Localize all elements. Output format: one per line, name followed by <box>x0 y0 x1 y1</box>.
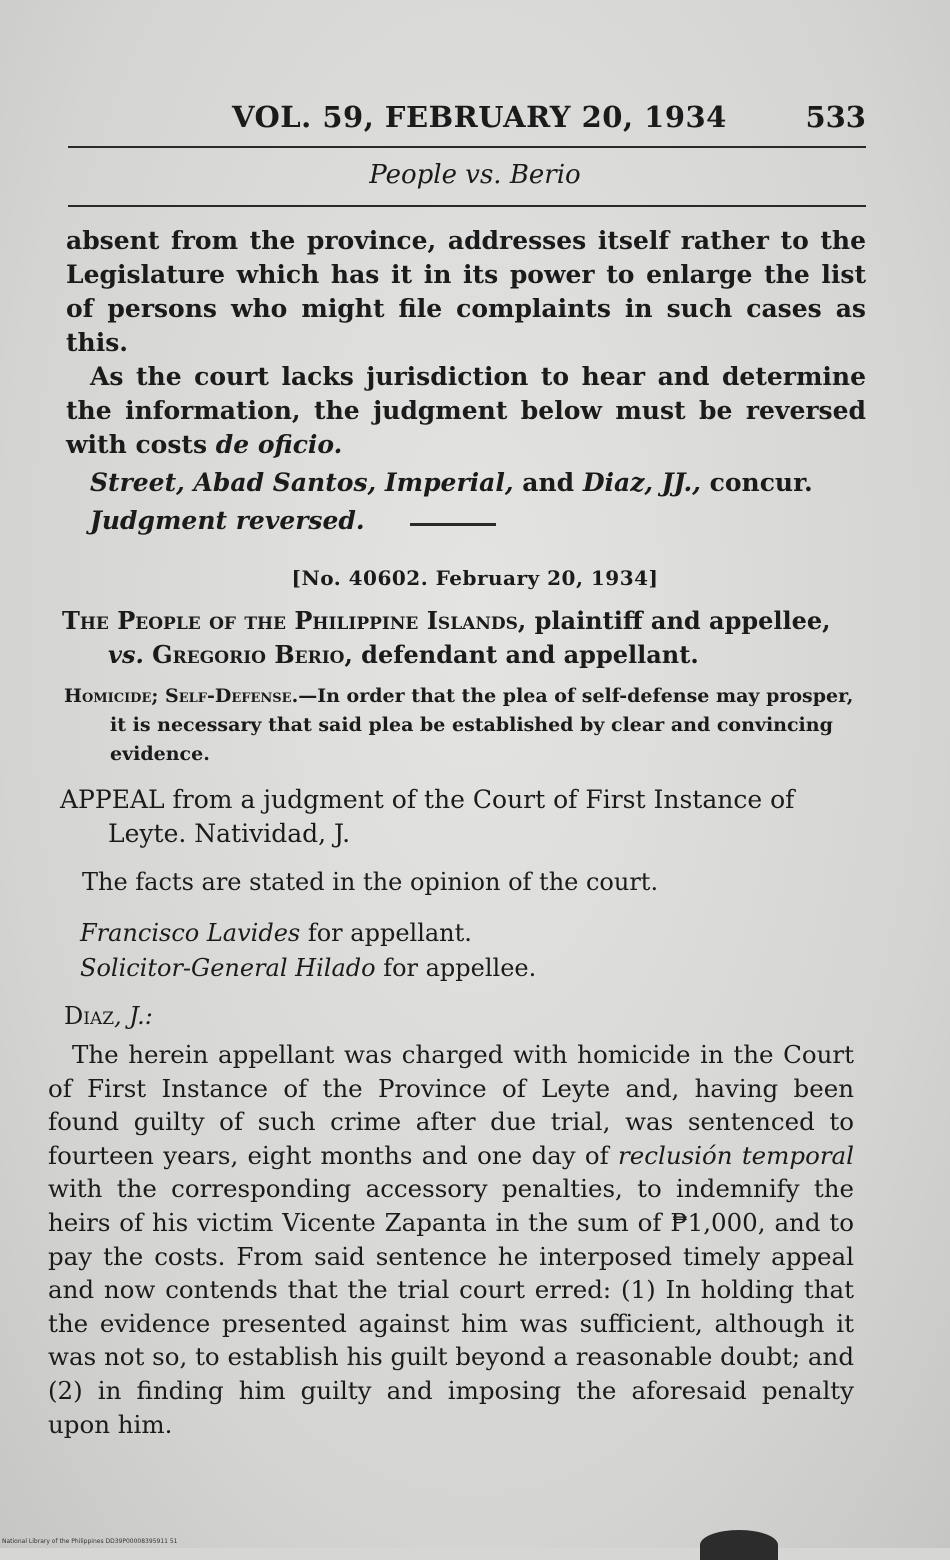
volume-date: VOL. 59, FEBRUARY 20, 1934 <box>232 100 727 134</box>
counsel-appellant: Francisco Lavides for appellant. <box>80 919 472 947</box>
running-header <box>68 96 866 140</box>
judgment-line: Judgment reversed. <box>90 506 365 535</box>
opinion-text <box>48 1038 854 1441</box>
page-number: 533 <box>805 100 866 134</box>
prior-para-1: absent from the province, addresses itself rather to the Legislature which has it in its power to enlarge the list of persons who might file complaints in such cases as this. <box>66 226 866 357</box>
prior-case-text <box>66 224 866 538</box>
case-parties: The People of the Philippine Islands, plaintiff and appellee, vs. Gregorio Berio, defendant and appellant. <box>62 606 831 669</box>
scan-footer: National Library of the Philippines DD39P00008395911 51 <box>2 1538 178 1545</box>
prior-para-2: As the court lacks jurisdiction to hear and determine the information, the judgment below must be reversed with costs de oficio. <box>66 362 866 459</box>
case-number: [No. 40602. February 20, 1934] <box>291 566 659 590</box>
opinion-para-1: The herein appellant was charged with homicide in the Court of First Instance of the Province of Leyte and, having been found guilty of such crime after due trial, was sentenced to fourteen years, eight months and one day of reclusión temporal with the corresponding accessory penalties, to indemnify the heirs of his victim Vicente Zapanta in the sum of ₱1,000, and to pay the costs. From said sentence he interposed timely appeal and now contends that the trial court erred: (1) In holding that the evidence presented against him was sufficient, although it was not so, to establish his guilt beyond a reasonable doubt; and (2) in finding him guilty and imposing the aforesaid penalty upon him. <box>48 1040 855 1439</box>
header-rule-top <box>68 146 866 148</box>
facts-line: The facts are stated in the opinion of the court. <box>82 868 659 896</box>
appeal-line: APPEAL from a judgment of the Court of First Instance of Leyte. Natividad, J. <box>60 785 795 848</box>
section-divider <box>410 523 496 526</box>
counsel-appellee: Solicitor-General Hilado for appellee. <box>80 954 537 982</box>
header-rule-bottom <box>68 205 866 207</box>
page-stain <box>700 1530 778 1560</box>
concurrence: Street, Abad Santos, Imperial, and Diaz, JJ., concur. <box>90 468 813 497</box>
opinion-author: Diaz, J.: <box>64 1002 153 1030</box>
syllabus: Homicide; Self-Defense.—In order that the plea of self-defense may prosper, it is necessary that said plea be established by clear and convincing evidence. <box>64 685 854 765</box>
case-caption: People vs. Berio <box>369 160 581 190</box>
